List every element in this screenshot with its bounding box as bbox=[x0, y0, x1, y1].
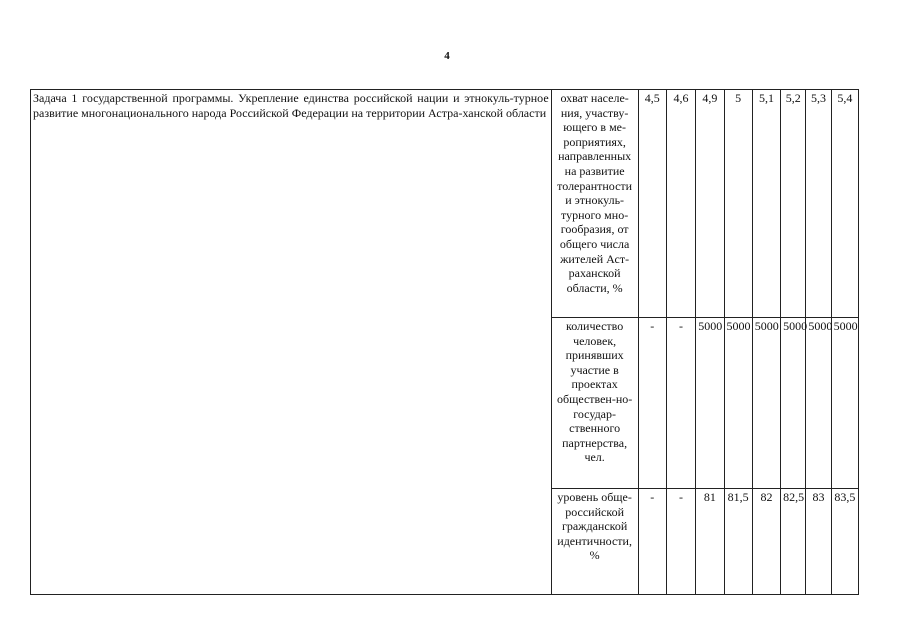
indicator-name: уровень обще-российской гражданской идентичности, % bbox=[551, 489, 638, 595]
indicator-value: - bbox=[638, 489, 666, 595]
indicator-value: 5,3 bbox=[806, 90, 831, 318]
indicator-value: 5000 bbox=[831, 318, 858, 489]
indicator-name: охват населе-ния, участву-ющего в ме-роприятиях, направленных на развитие толерантности и этнокуль-турного мно-гообразия, от общего числа жителей Аст-раханской области, % bbox=[551, 90, 638, 318]
indicator-value: 82 bbox=[752, 489, 780, 595]
indicator-value: - bbox=[666, 489, 695, 595]
indicator-value: 4,5 bbox=[638, 90, 666, 318]
indicator-value: 5000 bbox=[781, 318, 806, 489]
indicator-value: 5000 bbox=[724, 318, 752, 489]
indicator-value: 5000 bbox=[696, 318, 724, 489]
indicator-value: 5,2 bbox=[781, 90, 806, 318]
indicator-value: 5000 bbox=[806, 318, 831, 489]
indicator-value: 5 bbox=[724, 90, 752, 318]
indicator-value: 83,5 bbox=[831, 489, 858, 595]
task-description: Задача 1 государственной программы. Укрепление единства российской нации и этнокуль-турное развитие многонационального народа Российской Федерации на территории Астра-ханской области bbox=[31, 90, 552, 595]
indicator-value: 5,4 bbox=[831, 90, 858, 318]
indicator-value: 82,5 bbox=[781, 489, 806, 595]
program-table bbox=[30, 89, 859, 595]
indicator-value: - bbox=[638, 318, 666, 489]
indicator-value: 81,5 bbox=[724, 489, 752, 595]
table-row bbox=[31, 90, 859, 318]
indicator-value: 5000 bbox=[752, 318, 780, 489]
indicator-value: 5,1 bbox=[752, 90, 780, 318]
indicator-value: 83 bbox=[806, 489, 831, 595]
indicator-name: количество человек, принявших участие в проектах обществен-но-государ-ственного партнерства, чел. bbox=[551, 318, 638, 489]
indicator-value: 4,6 bbox=[666, 90, 695, 318]
indicator-value: - bbox=[666, 318, 695, 489]
indicator-value: 81 bbox=[696, 489, 724, 595]
page-number: 4 bbox=[444, 50, 450, 62]
indicator-value: 4,9 bbox=[696, 90, 724, 318]
